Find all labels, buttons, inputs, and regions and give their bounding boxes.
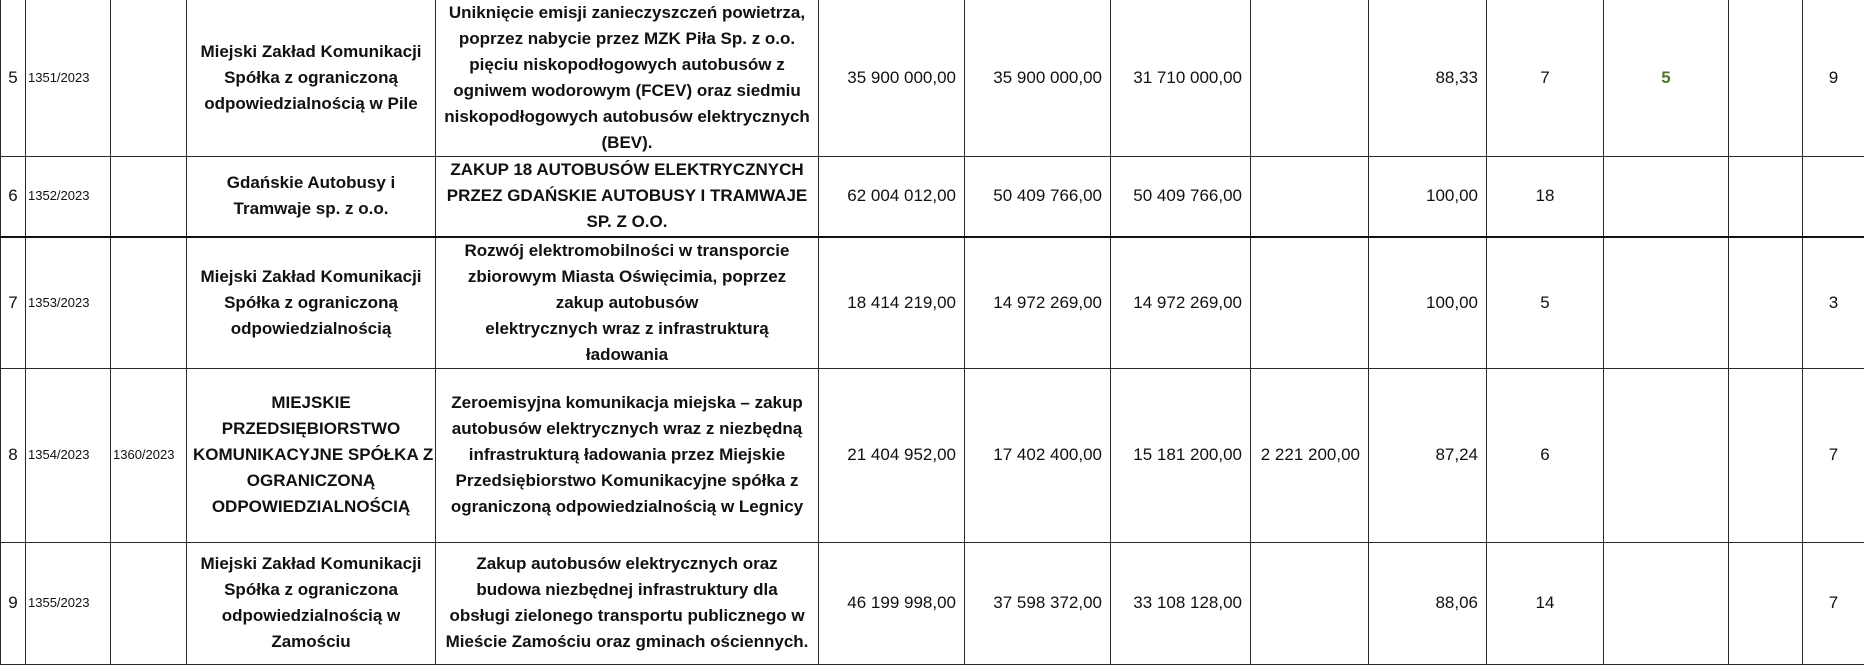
organization-line: OGRANICZONĄ [193,468,429,494]
funding-amount: 15 181 200,00 [1111,368,1251,542]
loan-amount [1251,542,1369,664]
organization-name [187,237,436,369]
organization-name [187,542,436,664]
application-number: 1351/2023 [26,0,111,157]
project-line: elektrycznych wraz z infrastrukturą [440,316,814,342]
organization-line: MIEJSKIE [193,390,429,416]
project-title [436,157,819,237]
bus-count: 6 [1487,368,1604,542]
project-line: ogniwem wodorowym (FCEV) oraz siedmiu [440,78,814,104]
extra-count [1604,542,1729,664]
organization-line: PRZEDSIĘBIORSTWO [193,416,429,442]
application-number: 1352/2023 [26,157,111,237]
project-line: zbiorowym Miasta Oświęcimia, poprzez [440,264,814,290]
blank-cell [1729,237,1803,369]
table-row [1,237,1864,369]
table-row [1,542,1864,664]
project-line: infrastrukturą ładowania przez Miejskie [440,442,814,468]
project-line: ładowania [440,342,814,368]
organization-line: ODPOWIEDZIALNOŚCIĄ [193,494,429,520]
project-line: obsługi zielonego transportu publicznego w [440,603,814,629]
organization-name [187,0,436,157]
extra-count [1604,237,1729,369]
percent-value: 88,33 [1369,0,1487,157]
loan-amount [1251,0,1369,157]
project-line: ZAKUP 18 AUTOBUSÓW ELEKTRYCZNYCH [440,157,814,183]
loan-amount: 2 221 200,00 [1251,368,1369,542]
funding-amount: 50 409 766,00 [1111,157,1251,237]
row-index: 6 [1,157,26,237]
bus-count: 18 [1487,157,1604,237]
project-line: Uniknięcie emisji zanieczyszczeń powietrza, [440,0,814,26]
organization-line: Gdańskie Autobusy i [193,170,429,196]
percent-value: 87,24 [1369,368,1487,542]
row-index: 7 [1,237,26,369]
project-line: poprzez nabycie przez MZK Piła Sp. z o.o. [440,26,814,52]
table-row [1,368,1864,542]
project-line: SP. Z O.O. [440,209,814,235]
score-value: 9 [1803,0,1864,157]
percent-value: 100,00 [1369,237,1487,369]
eligible-cost: 35 900 000,00 [965,0,1111,157]
blank-cell [1729,157,1803,237]
bus-count: 14 [1487,542,1604,664]
project-title [436,237,819,369]
row-index: 5 [1,0,26,157]
organization-line: Spółka z ograniczoną [193,65,429,91]
related-application-number: 1360/2023 [111,368,187,542]
related-application-number [111,157,187,237]
organization-line: Spółka z ograniczona [193,577,429,603]
project-line: niskopodłogowych autobusów elektrycznych [440,104,814,130]
blank-cell [1729,0,1803,157]
project-line: pięciu niskopodłogowych autobusów z [440,52,814,78]
table-body [1,0,1864,664]
project-line: Zeroemisyjna komunikacja miejska – zakup [440,390,814,416]
percent-value: 88,06 [1369,542,1487,664]
organization-line: Tramwaje sp. z o.o. [193,196,429,222]
organization-line: KOMUNIKACYJNE SPÓŁKA Z [193,442,429,468]
eligible-cost: 17 402 400,00 [965,368,1111,542]
extra-count [1604,368,1729,542]
organization-line: Miejski Zakład Komunikacji [193,551,429,577]
score-value: 3 [1803,237,1864,369]
project-title [436,0,819,157]
related-application-number [111,542,187,664]
organization-line: odpowiedzialnością [193,316,429,342]
score-value: 7 [1803,368,1864,542]
organization-line: Miejski Zakład Komunikacji [193,264,429,290]
score-value [1803,157,1864,237]
extra-count [1604,157,1729,237]
organization-line: Spółka z ograniczoną [193,290,429,316]
total-cost: 18 414 219,00 [819,237,965,369]
funding-amount: 33 108 128,00 [1111,542,1251,664]
project-line: Rozwój elektromobilności w transporcie [440,238,814,264]
project-line: (BEV). [440,130,814,156]
project-line: zakup autobusów [440,290,814,316]
funding-amount: 14 972 269,00 [1111,237,1251,369]
total-cost: 35 900 000,00 [819,0,965,157]
eligible-cost: 37 598 372,00 [965,542,1111,664]
organization-name [187,157,436,237]
related-application-number [111,0,187,157]
project-title [436,542,819,664]
table-row [1,157,1864,237]
project-line: PRZEZ GDAŃSKIE AUTOBUSY I TRAMWAJE [440,183,814,209]
application-number: 1354/2023 [26,368,111,542]
project-line: Mieście Zamościu oraz gminach ościennych. [440,629,814,655]
extra-count: 5 [1604,0,1729,157]
related-application-number [111,237,187,369]
score-value: 7 [1803,542,1864,664]
project-title [436,368,819,542]
project-line: budowa niezbędnej infrastruktury dla [440,577,814,603]
organization-line: Zamościu [193,629,429,655]
row-index: 8 [1,368,26,542]
total-cost: 46 199 998,00 [819,542,965,664]
percent-value: 100,00 [1369,157,1487,237]
blank-cell [1729,542,1803,664]
application-number: 1353/2023 [26,237,111,369]
bus-count: 7 [1487,0,1604,157]
application-number: 1355/2023 [26,542,111,664]
project-line: ograniczoną odpowiedzialnością w Legnicy [440,494,814,520]
organization-name [187,368,436,542]
total-cost: 21 404 952,00 [819,368,965,542]
total-cost: 62 004 012,00 [819,157,965,237]
project-line: autobusów elektrycznych wraz z niezbędną [440,416,814,442]
eligible-cost: 14 972 269,00 [965,237,1111,369]
table-row [1,0,1864,157]
loan-amount [1251,157,1369,237]
project-line: Zakup autobusów elektrycznych oraz [440,551,814,577]
eligible-cost: 50 409 766,00 [965,157,1111,237]
funding-amount: 31 710 000,00 [1111,0,1251,157]
loan-amount [1251,237,1369,369]
organization-line: Miejski Zakład Komunikacji [193,39,429,65]
project-line: Przedsiębiorstwo Komunikacyjne spółka z [440,468,814,494]
blank-cell [1729,368,1803,542]
bus-count: 5 [1487,237,1604,369]
organization-line: odpowiedzialnością w [193,603,429,629]
row-index: 9 [1,542,26,664]
organization-line: odpowiedzialnością w Pile [193,91,429,117]
